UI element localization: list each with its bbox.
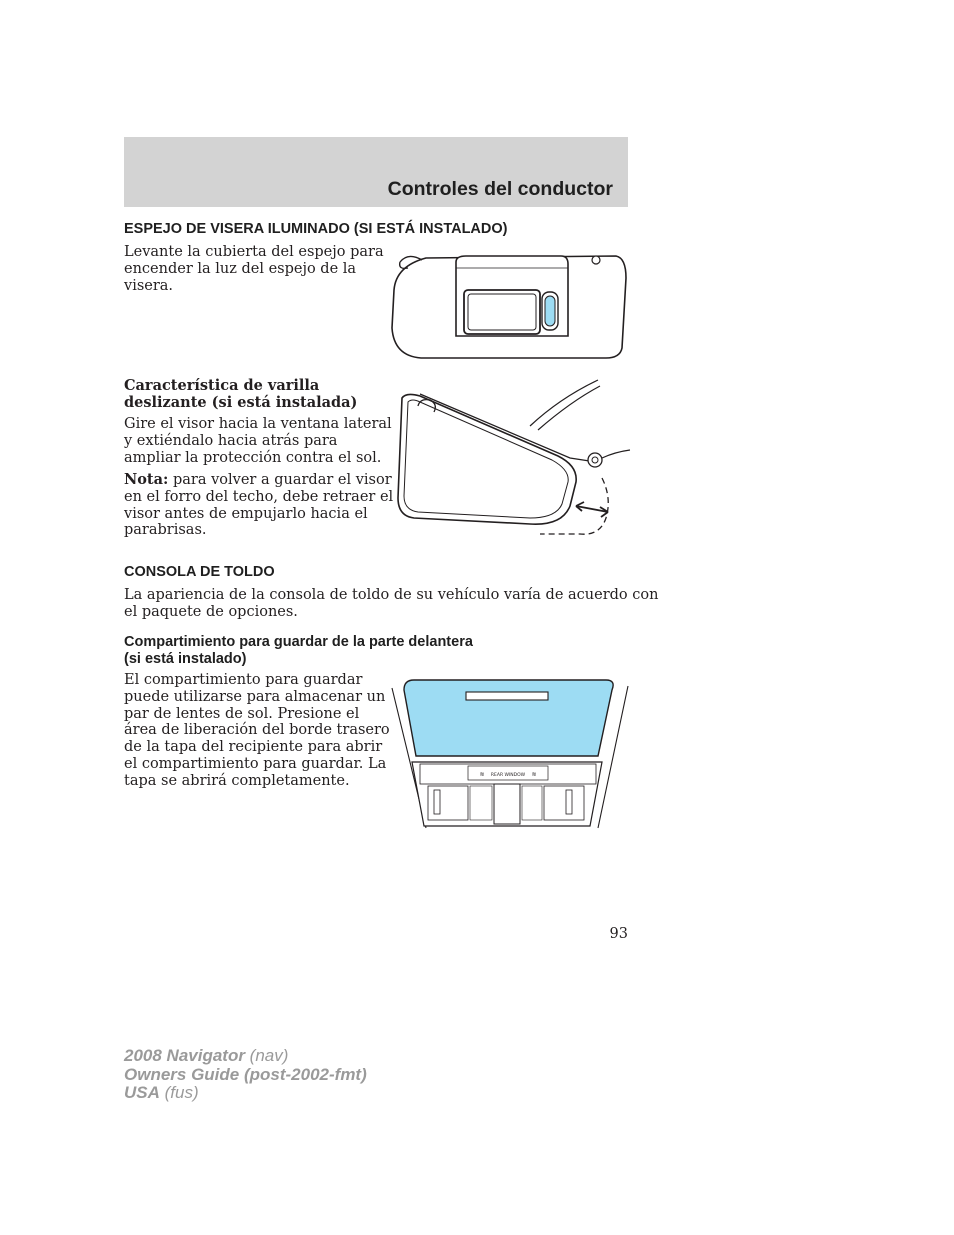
front-storage-subheading: Compartimiento para guardar de la parte delantera (si está instalado) [124,634,473,667]
slide-rod-paragraph: Gire el visor hacia la ventana lateral y extiéndalo hacia atrás para ampliar la protección contra el sol. [124,416,392,466]
visor-mirror-paragraph: Levante la cubierta del espejo para encender la luz del espejo de la visera. [124,244,384,294]
section-heading-visor-mirror: ESPEJO DE VISERA ILUMINADO (SI ESTÁ INSTALADO) [124,221,508,237]
svg-text:≋: ≋ [531,771,537,778]
slide-rod-subheading: Característica de varilla deslizante (si está instalada) [124,377,358,411]
overhead-console-illustration [390,678,634,832]
page-number: 93 [609,926,628,942]
note-label: Nota: [124,471,169,488]
rear-window-label: REAR WINDOW [490,773,526,778]
visor-mirror-illustration [386,248,636,366]
document-footer: 2008 Navigator (nav) Owners Guide (post-2002-fmt) USA (fus) [124,1046,367,1102]
section-heading-overhead-console: CONSOLA DE TOLDO [124,564,275,580]
sliding-visor-illustration [390,378,634,540]
front-storage-paragraph: El compartimiento para guardar puede utilizarse para almacenar un par de lentes de sol. Presione el área de liberación del borde trasero de la tapa del recipiente para abrir el compartimiento para guardar. La tapa se abrirá completamente. [124,672,390,789]
overhead-console-paragraph: La apariencia de la consola de toldo de su vehículo varía de acuerdo con el paquete de opciones. [124,587,659,620]
svg-text:≋: ≋ [479,771,485,778]
slide-rod-note: Nota: para volver a guardar el visor en el forro del techo, debe retraer el visor antes de empujarlo hacia el parabrisas. [124,471,394,539]
page-title: Controles del conductor [387,178,613,200]
